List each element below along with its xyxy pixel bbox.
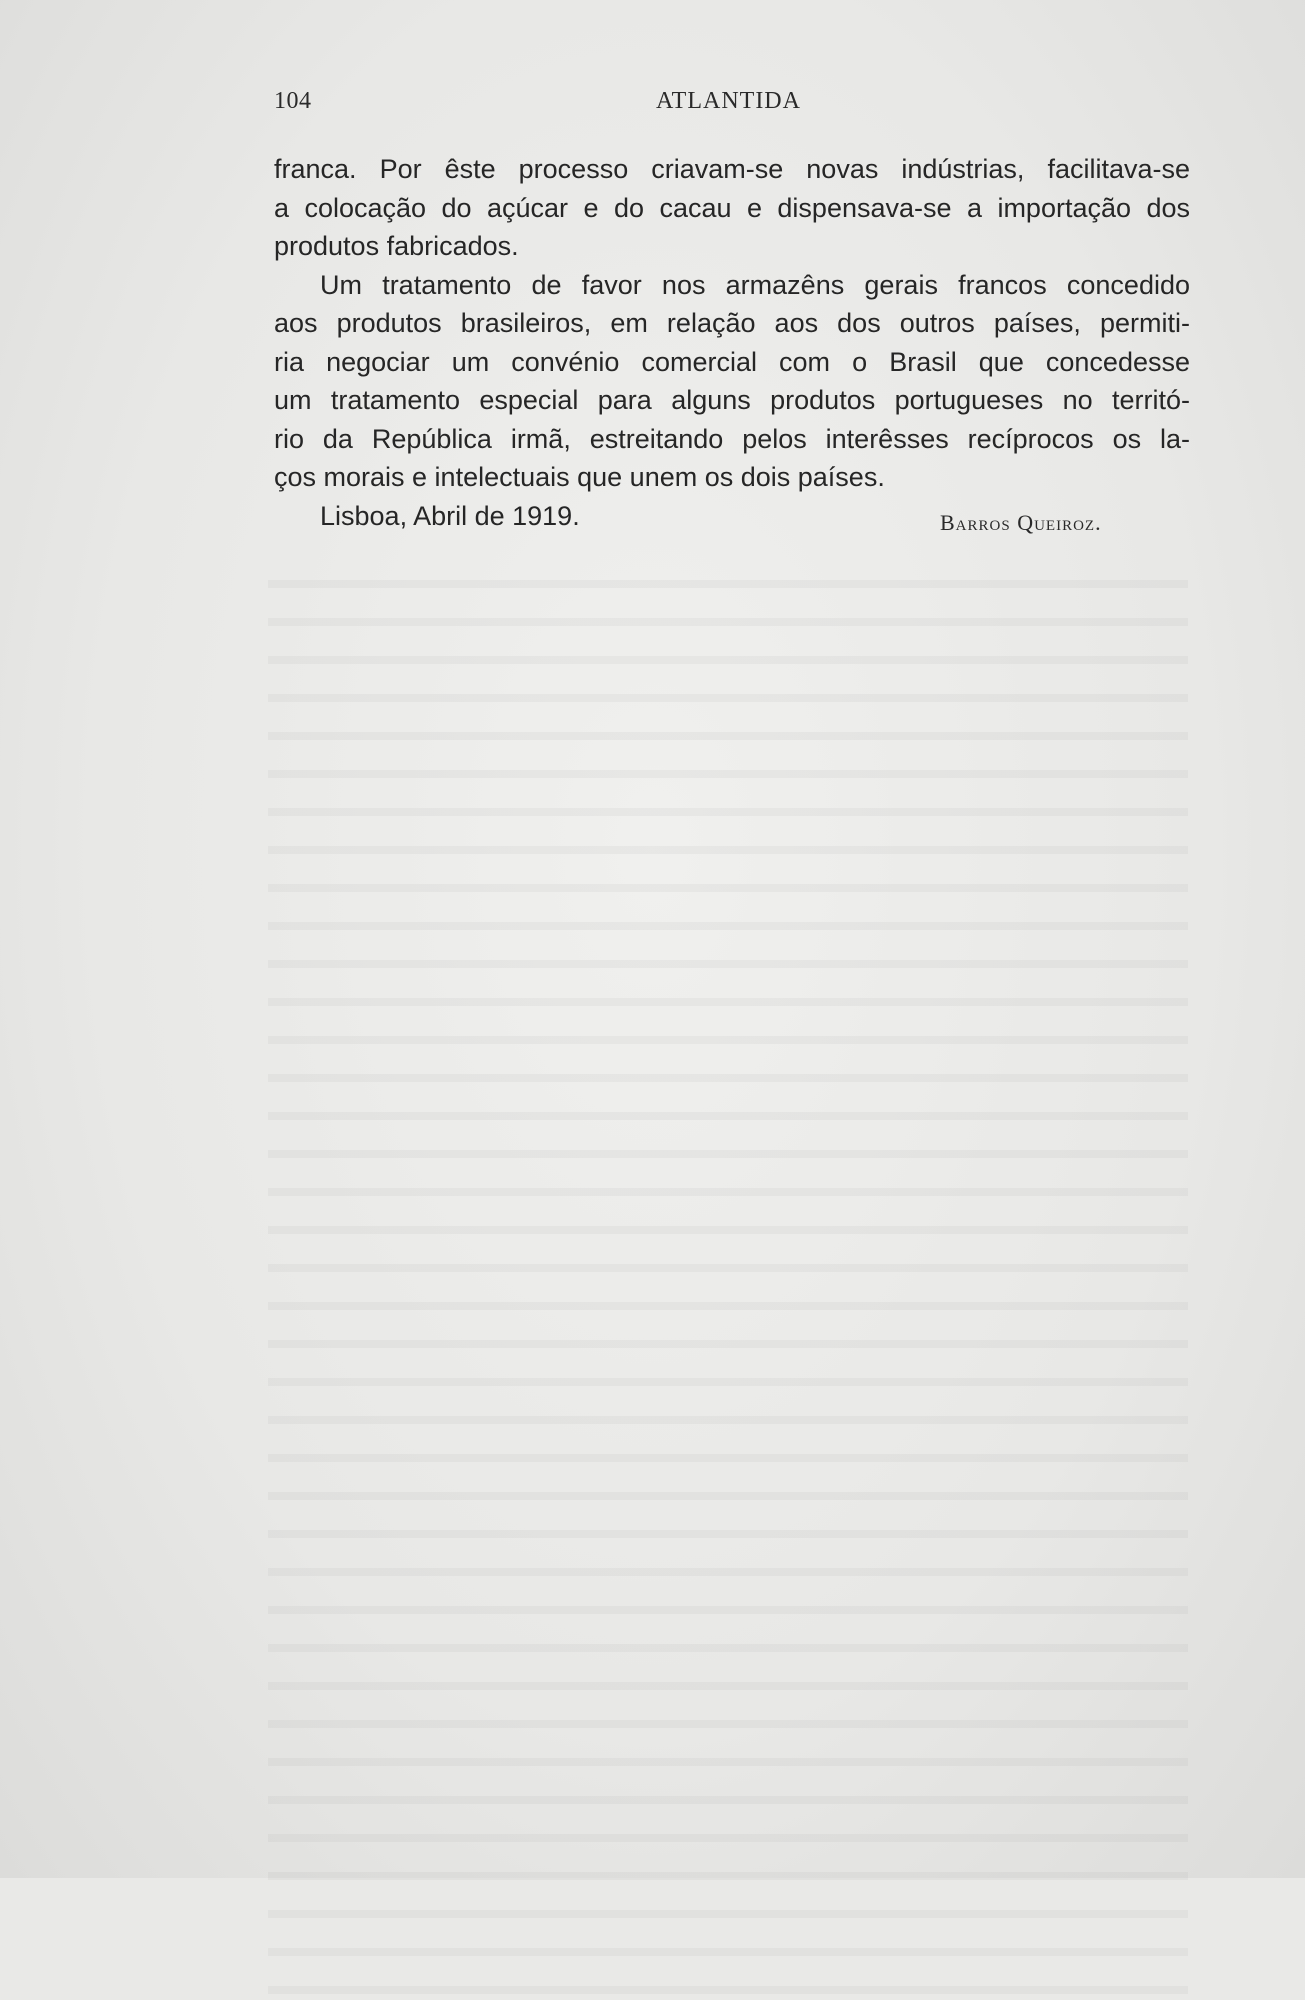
text-line: um tratamento especial para alguns produtos portugueses no territó-	[274, 385, 1190, 415]
text-line: ços morais e intelectuais que unem os dois países.	[274, 462, 885, 492]
dateline: Lisboa, Abril de 1919.	[320, 500, 580, 531]
text-line: ria negociar um convénio comercial com o Brasil que concedesse	[274, 346, 1190, 377]
bleed-through-texture	[268, 560, 1188, 2000]
body-text	[274, 150, 1190, 535]
text-line: aos produtos brasileiros, em relação aos dos outros países, permiti-	[274, 308, 1190, 338]
text-line: franca. Por êste processo criavam-se novas indústrias, facilitava-se	[274, 154, 1190, 184]
running-title: ATLANTIDA	[656, 88, 801, 114]
text-line: a colocação do açúcar e do cacau e dispensava-se a importação dos	[274, 192, 1190, 223]
author-signature	[940, 510, 1102, 536]
signature-text: Barros Queiroz.	[940, 510, 1102, 535]
text-line: Um tratamento de favor nos armazêns gerais francos concedido	[320, 269, 1190, 300]
page-number: 104	[274, 88, 312, 114]
text-line: rio da República irmã, estreitando pelos interêsses recíprocos os la-	[274, 423, 1190, 454]
page-header	[274, 88, 1194, 124]
text-line: produtos fabricados.	[274, 231, 519, 261]
